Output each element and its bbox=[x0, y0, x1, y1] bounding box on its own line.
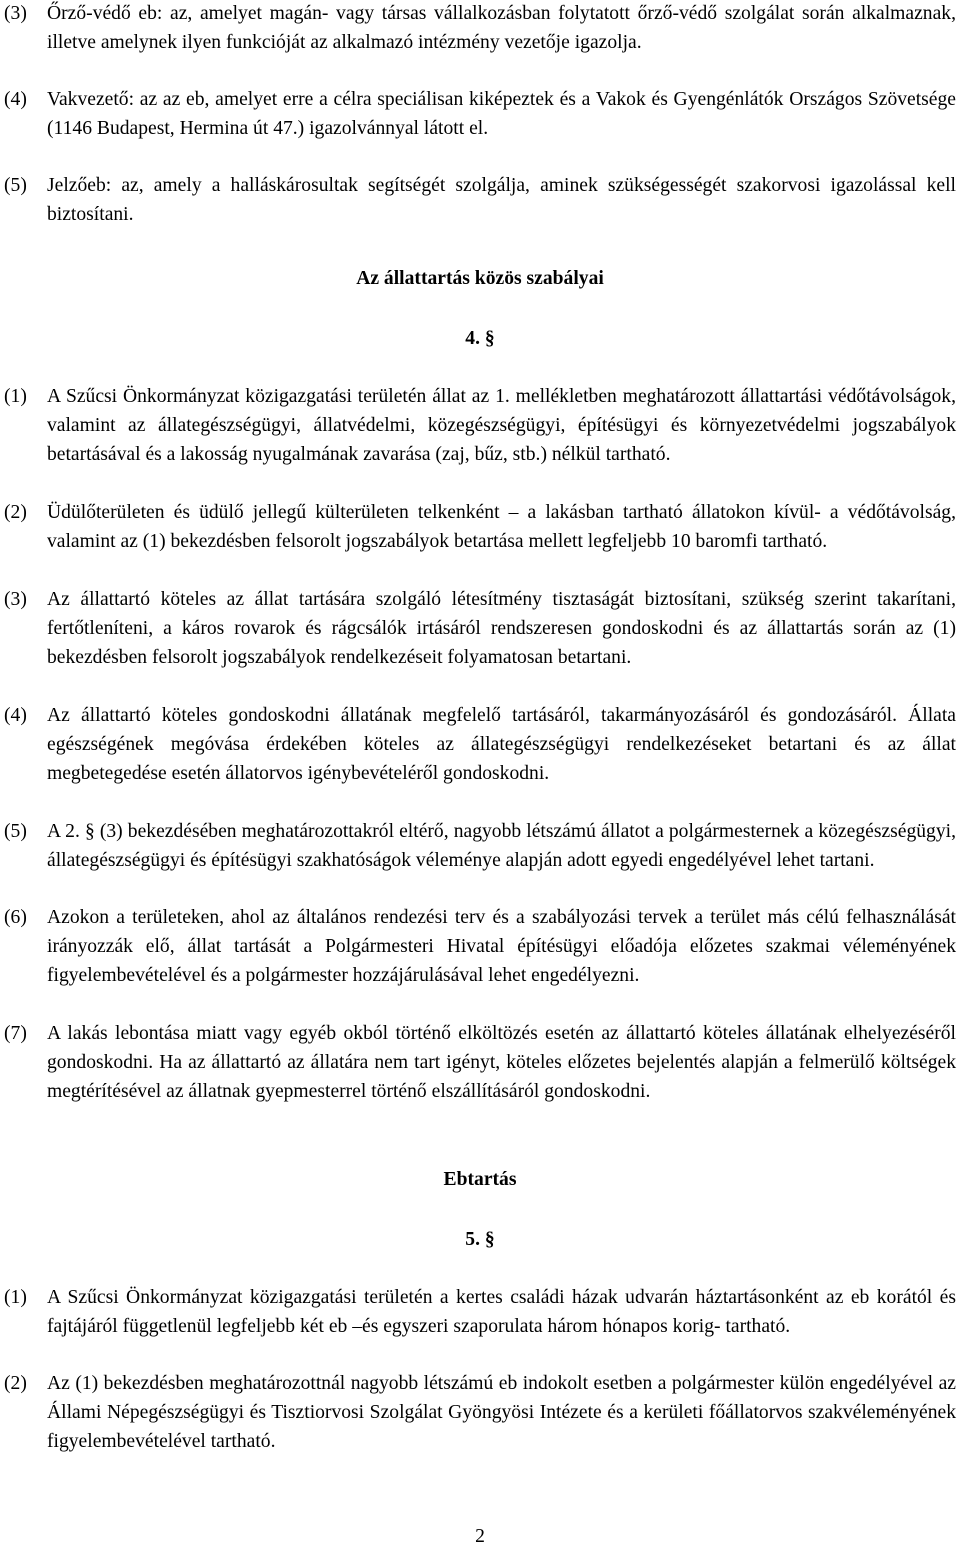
paragraph-text: Azokon a területeken, ahol az általános rendezési terv és a szabályozási tervek a terület más célú felhasználását irányozzák elő, állat tartását a Polgármesteri Hivatal építésügyi előadója előzetes szakmai véleményének figyelembevételével és a polgármester hozzájárulásával lehet engedélyezni. bbox=[47, 907, 956, 986]
paragraph-guard-dog bbox=[4, 0, 956, 58]
section4-paragraph-2 bbox=[4, 499, 956, 557]
paragraph-number: (5) bbox=[4, 821, 27, 842]
paragraph-text: Vakvezető: az az eb, amelyet erre a célra speciálisan kiképeztek és a Vakok és Gyengénlátók Országos Szövetsége (1146 Budapest, Hermina út 47.) igazolvánnyal látott el. bbox=[47, 89, 956, 139]
paragraph-text: Jelzőeb: az, amely a halláskárosultak segítségét szolgálja, aminek szükségességét szakorvosi igazolással kell biztosítani. bbox=[47, 175, 956, 225]
section4-paragraph-3 bbox=[4, 586, 956, 672]
section4-paragraph-1 bbox=[4, 383, 956, 469]
paragraph-text: A Szűcsi Önkormányzat közigazgatási területén a kertes családi házak udvarán háztartásonként az eb korától és fajtájáról függetlenül legfeljebb két eb –és egyszeri szaporulata három hónapos korig- tartható. bbox=[47, 1287, 956, 1337]
paragraph-text: A 2. § (3) bekezdésében meghatározottakról eltérő, nagyobb létszámú állatot a polgármesternek a közegészségügyi, állategészségügyi és építésügyi szakhatóságok véleménye alapján adott egyedi engedélyével lehet tartani. bbox=[47, 821, 956, 871]
paragraph-text: Az állattartó köteles gondoskodni állatának megfelelő tartásáról, takarmányozásáról és gondozásáról. Állata egészségének megóvása érdekében köteles az állategészségügyi rendelkezéseket betartani és az állat megbetegedése esetén állatorvos igénybevételéről gondoskodni. bbox=[47, 705, 956, 784]
section4-paragraph-4 bbox=[4, 702, 956, 788]
paragraph-number: (1) bbox=[4, 1287, 27, 1308]
paragraph-text: A lakás lebontása miatt vagy egyéb okból történő elköltözés esetén az állattartó köteles állatának elhelyezéséről gondoskodni. Ha az állattartó az állatára nem tart igényt, köteles előzetes bejelentés alapján a felmerülő költségek megtérítésével az állatnak gyepmesterrel történő elszállításáról gondoskodni. bbox=[47, 1023, 956, 1102]
paragraph-text: Őrző-védő eb: az, amelyet magán- vagy társas vállalkozásban folytatott őrző-védő szolgálat során alkalmaznak, illetve amelynek ilyen funkcióját az alkalmazó intézmény vezetője igazolja. bbox=[47, 3, 956, 53]
paragraph-text: Az állattartó köteles az állat tartására szolgáló létesítmény tisztaságát biztosítani, szükség szerint takarítani, fertőtleníteni, a káros rovarok és rágcsálók irtásáról rendszeresen gondoskodni és az állattartás során az (1) bekezdésben felsorolt jogszabályok rendelkezéseit folyamatosan betartani. bbox=[47, 589, 956, 668]
section-title: Ebtartás bbox=[443, 1169, 517, 1190]
paragraph-number: (1) bbox=[4, 386, 27, 407]
paragraph-number: (4) bbox=[4, 89, 27, 110]
paragraph-number: (4) bbox=[4, 705, 27, 726]
paragraph-text: Üdülőterületen és üdülő jellegű külterületen telkenként – a lakásban tartható állatokon kívül- a védőtávolság, valamint az (1) bekezdésben felsorolt jogszabályok betartása mellett legfeljebb 10 baromfi tartható. bbox=[47, 502, 956, 552]
paragraph-guide-dog bbox=[4, 86, 956, 144]
paragraph-number: (2) bbox=[4, 1373, 27, 1394]
paragraph-number: (3) bbox=[4, 589, 27, 610]
paragraph-text: A Szűcsi Önkormányzat közigazgatási területén állat az 1. mellékletben meghatározott állattartási védőtávolságok, valamint az állategészségügyi, állatvédelmi, közegészségügyi, építésügyi és környezetvédelmi jogszabályok betartásával és a lakosság nyugalmának zavarása (zaj, bűz, stb.) nélkül tartható. bbox=[47, 386, 956, 465]
section5-paragraph-2 bbox=[4, 1370, 956, 1456]
paragraph-text: Az (1) bekezdésben meghatározottnál nagyobb létszámú eb indokolt esetben a polgármester külön engedélyével az Állami Népegészségügyi és Tisztiorvosi Szolgálat Gyöngyösi Intézete és a kerületi főállatorvos szakvéleményének figyelembevételével tartható. bbox=[47, 1373, 956, 1452]
paragraph-number: (6) bbox=[4, 907, 27, 928]
section4-paragraph-6 bbox=[4, 904, 956, 990]
section-number: 5. § bbox=[465, 1229, 495, 1250]
section-title: Az állattartás közös szabályai bbox=[356, 268, 604, 289]
paragraph-number: (2) bbox=[4, 502, 27, 523]
paragraph-number: (5) bbox=[4, 175, 27, 196]
page-number: 2 bbox=[475, 1526, 485, 1547]
paragraph-number: (3) bbox=[4, 3, 27, 24]
section-number: 4. § bbox=[465, 328, 495, 349]
section5-paragraph-1 bbox=[4, 1284, 956, 1342]
paragraph-number: (7) bbox=[4, 1023, 27, 1044]
paragraph-signal-dog bbox=[4, 172, 956, 230]
section4-paragraph-7 bbox=[4, 1020, 956, 1106]
section4-paragraph-5 bbox=[4, 818, 956, 876]
